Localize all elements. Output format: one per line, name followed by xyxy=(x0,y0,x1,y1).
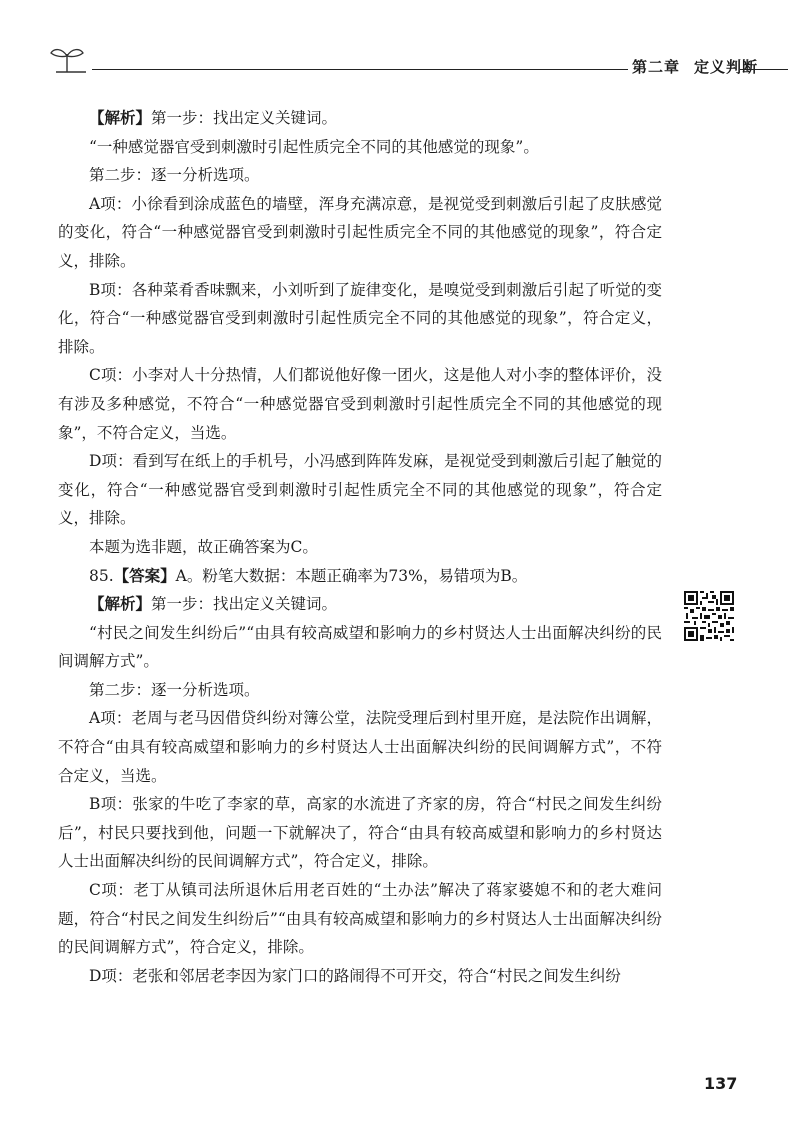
paragraph: 第二步：逐一分析选项。 xyxy=(89,166,260,185)
page-body xyxy=(58,104,662,990)
paragraph-text: A。粉笔大数据：本题正确率为73%，易错项为B。 xyxy=(175,566,528,585)
paragraph: “一种感觉器官受到刺激时引起性质完全不同的其他感觉的现象”。 xyxy=(89,137,539,156)
paragraph: B项：各种菜肴香味飘来，小刘听到了旋律变化，是嗅觉受到刺激后引起了听觉的变化，符合“一种感觉器官受到刺激时引起性质完全不同的其他感觉的现象”，符合定义，排除。 xyxy=(58,280,662,356)
paragraph: A项：老周与老马因借贷纠纷对簿公堂，法院受理后到村里开庭，是法院作出调解，不符合“由具有较高威望和影响力的乡村贤达人士出面解决纠纷的民间调解方式”，不符合定义，当选。 xyxy=(58,709,662,785)
header-rule-right xyxy=(740,69,788,70)
chapter-number: 第二章 xyxy=(632,58,681,76)
paragraph xyxy=(58,562,662,591)
paragraph: D项：老张和邻居老李因为家门口的路闹得不可开交，符合“村民之间发生纠纷 xyxy=(89,966,621,985)
header-rule-left xyxy=(92,69,628,70)
paragraph: C项：小李对人十分热情，人们都说他好像一团火，这是他人对小李的整体评价，没有涉及多种感觉，不符合“一种感觉器官受到刺激时引起性质完全不同的其他感觉的现象”，不符合定义，当选。 xyxy=(58,366,662,442)
paragraph: B项：张家的牛吃了李家的草，高家的水流进了齐家的房，符合“村民之间发生纠纷后”，村民只要找到他，问题一下就解决了，符合“由具有较高威望和影响力的乡村贤达人士出面解决纠纷的民间调解方式”，符合定义，排除。 xyxy=(58,795,662,871)
paragraph: A项：小徐看到涂成蓝色的墙壁，浑身充满凉意，是视觉受到刺激后引起了皮肤感觉的变化，符合“一种感觉器官受到刺激时引起性质完全不同的其他感觉的现象”，符合定义，排除。 xyxy=(58,194,662,270)
chapter-title xyxy=(632,56,758,77)
paragraph: 本题为选非题，故正确答案为C。 xyxy=(89,537,318,556)
paragraph xyxy=(58,104,662,133)
sprout-icon xyxy=(48,44,86,74)
paragraph-text: 第一步：找出定义关键词。 xyxy=(151,595,338,614)
bracket-label: 【解析】 xyxy=(89,108,152,127)
page-number: 137 xyxy=(704,1074,738,1093)
bracket-label: 【答案】 xyxy=(113,565,176,585)
qr-code-icon[interactable] xyxy=(684,591,734,641)
paragraph: C项：老丁从镇司法所退休后用老百姓的“土办法”解决了蒋家婆媳不和的老大难问题，符合“村民之间发生纠纷后”“由具有较高威望和影响力的乡村贤达人士出面解决纠纷的民间调解方式”，符合定义，排除。 xyxy=(58,881,662,957)
paragraph: 第二步：逐一分析选项。 xyxy=(89,680,260,699)
paragraph: “村民之间发生纠纷后”“由具有较高威望和影响力的乡村贤达人士出面解决纠纷的民间调解方式”。 xyxy=(58,623,662,671)
paragraph: D项：看到写在纸上的手机号，小冯感到阵阵发麻，是视觉受到刺激后引起了触觉的变化，符合“一种感觉器官受到刺激时引起性质完全不同的其他感觉的现象”，符合定义，排除。 xyxy=(58,452,662,528)
page-header xyxy=(48,38,788,78)
paragraph xyxy=(58,590,662,619)
bracket-label: 【解析】 xyxy=(89,594,152,614)
section-title: 定义判断 xyxy=(694,58,759,76)
paragraph-text: 第一步：找出定义关键词。 xyxy=(151,109,338,127)
question-number: 85. xyxy=(89,566,114,585)
